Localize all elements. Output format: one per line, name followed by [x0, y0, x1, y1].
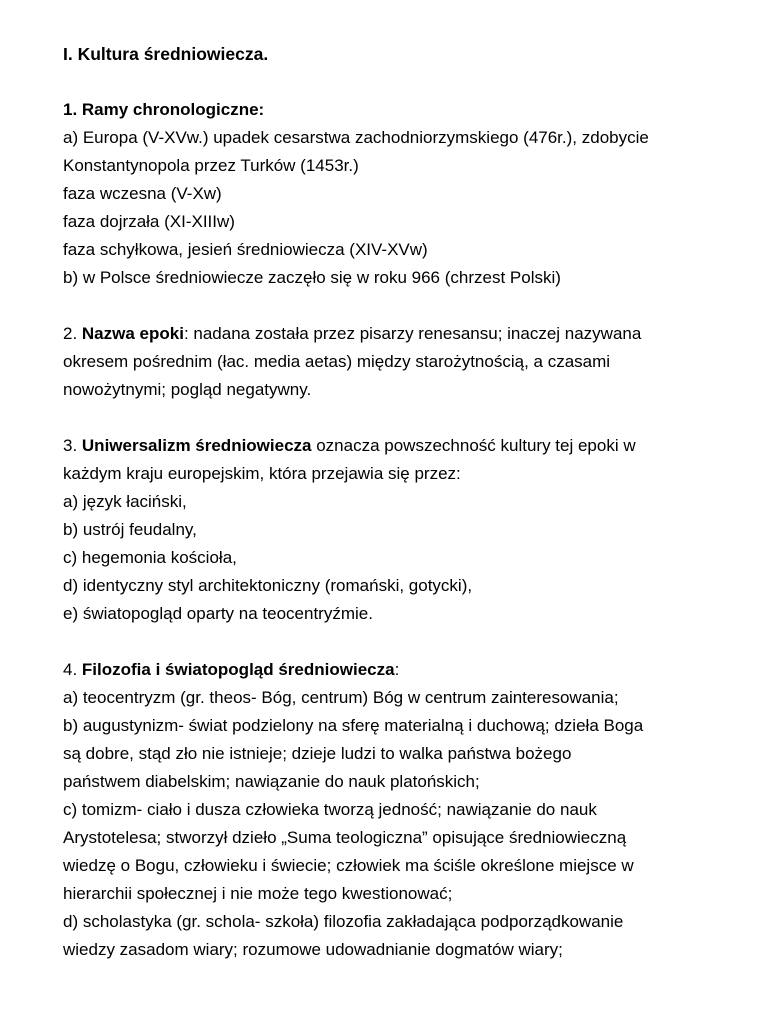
list-item: d) identyczny styl architektoniczny (romański, gotycki),	[63, 576, 473, 595]
list-item: a) teocentryzm (gr. theos- Bóg, centrum) Bóg w centrum zainteresowania;	[63, 688, 619, 707]
section-number: 2.	[63, 324, 82, 343]
text-line: faza schyłkowa, jesień średniowiecza (XIV-XVw)	[63, 240, 428, 259]
section-intro-text: oznacza powszechność kultury tej epoki w	[311, 436, 636, 455]
section-intro-line	[63, 432, 716, 460]
section-chronology	[63, 96, 716, 292]
list-item: c) hegemonia kościoła,	[63, 548, 237, 567]
section-universalism	[63, 432, 716, 628]
text-line: okresem pośrednim (łac. media aetas) między starożytnością, a czasami	[63, 352, 611, 371]
text-line: Konstantynopola przez Turków (1453r.)	[63, 156, 359, 175]
section-intro-line	[63, 656, 716, 684]
section-heading: Nazwa epoki	[81, 324, 184, 343]
list-item: e) światopogląd oparty na teocentryźmie.	[63, 604, 373, 623]
section-heading: Filozofia i światopogląd średniowiecza	[81, 660, 395, 679]
section-heading: 1. Ramy chronologiczne:	[63, 100, 265, 119]
list-item: a) język łaciński,	[63, 492, 187, 511]
text-line: każdym kraju europejskim, która przejawia się przez:	[63, 464, 461, 483]
section-number: 3.	[63, 436, 82, 455]
text-line: b) w Polsce średniowiecze zaczęło się w roku 966 (chrzest Polski)	[63, 268, 561, 287]
list-item: b) ustrój feudalny,	[63, 520, 197, 539]
text-line: państwem diabelskim; nawiązanie do nauk platońskich;	[63, 772, 480, 791]
text-line: Arystotelesa; stworzył dzieło „Suma teologiczna” opisujące średniowieczną	[63, 828, 627, 847]
text-line: są dobre, stąd zło nie istnieje; dzieje ludzi to walka państwa bożego	[63, 744, 572, 763]
section-intro-text: : nadana została przez pisarzy renesansu; inaczej nazywana	[183, 324, 642, 343]
section-heading: Uniwersalizm średniowiecza	[81, 436, 312, 455]
text-line: faza dojrzała (XI-XIIIw)	[63, 212, 235, 231]
section-epoch-name	[63, 320, 716, 404]
text-line: a) Europa (V-XVw.) upadek cesarstwa zachodniorzymskiego (476r.), zdobycie	[63, 128, 649, 147]
document-title: I. Kultura średniowiecza.	[63, 44, 269, 64]
text-line: wiedzy zasadom wiary; rozumowe udowadnianie dogmatów wiary;	[63, 940, 563, 959]
list-item: b) augustynizm- świat podzielony na sferę materialną i duchową; dzieła Boga	[63, 716, 644, 735]
section-number: 4.	[63, 660, 82, 679]
section-intro-text: :	[394, 660, 400, 679]
text-line: wiedzę o Bogu, człowieku i świecie; człowiek ma ściśle określone miejsce w	[63, 856, 634, 875]
section-philosophy	[63, 656, 716, 964]
text-line: faza wczesna (V-Xw)	[63, 184, 222, 203]
list-item: d) scholastyka (gr. schola- szkoła) filozofia zakładająca podporządkowanie	[63, 912, 624, 931]
list-item: c) tomizm- ciało i dusza człowieka tworzą jedność; nawiązanie do nauk	[63, 800, 597, 819]
text-line: hierarchii społecznej i nie może tego kwestionować;	[63, 884, 453, 903]
text-line: nowożytnymi; pogląd negatywny.	[63, 380, 312, 399]
section-intro-line	[63, 320, 716, 348]
